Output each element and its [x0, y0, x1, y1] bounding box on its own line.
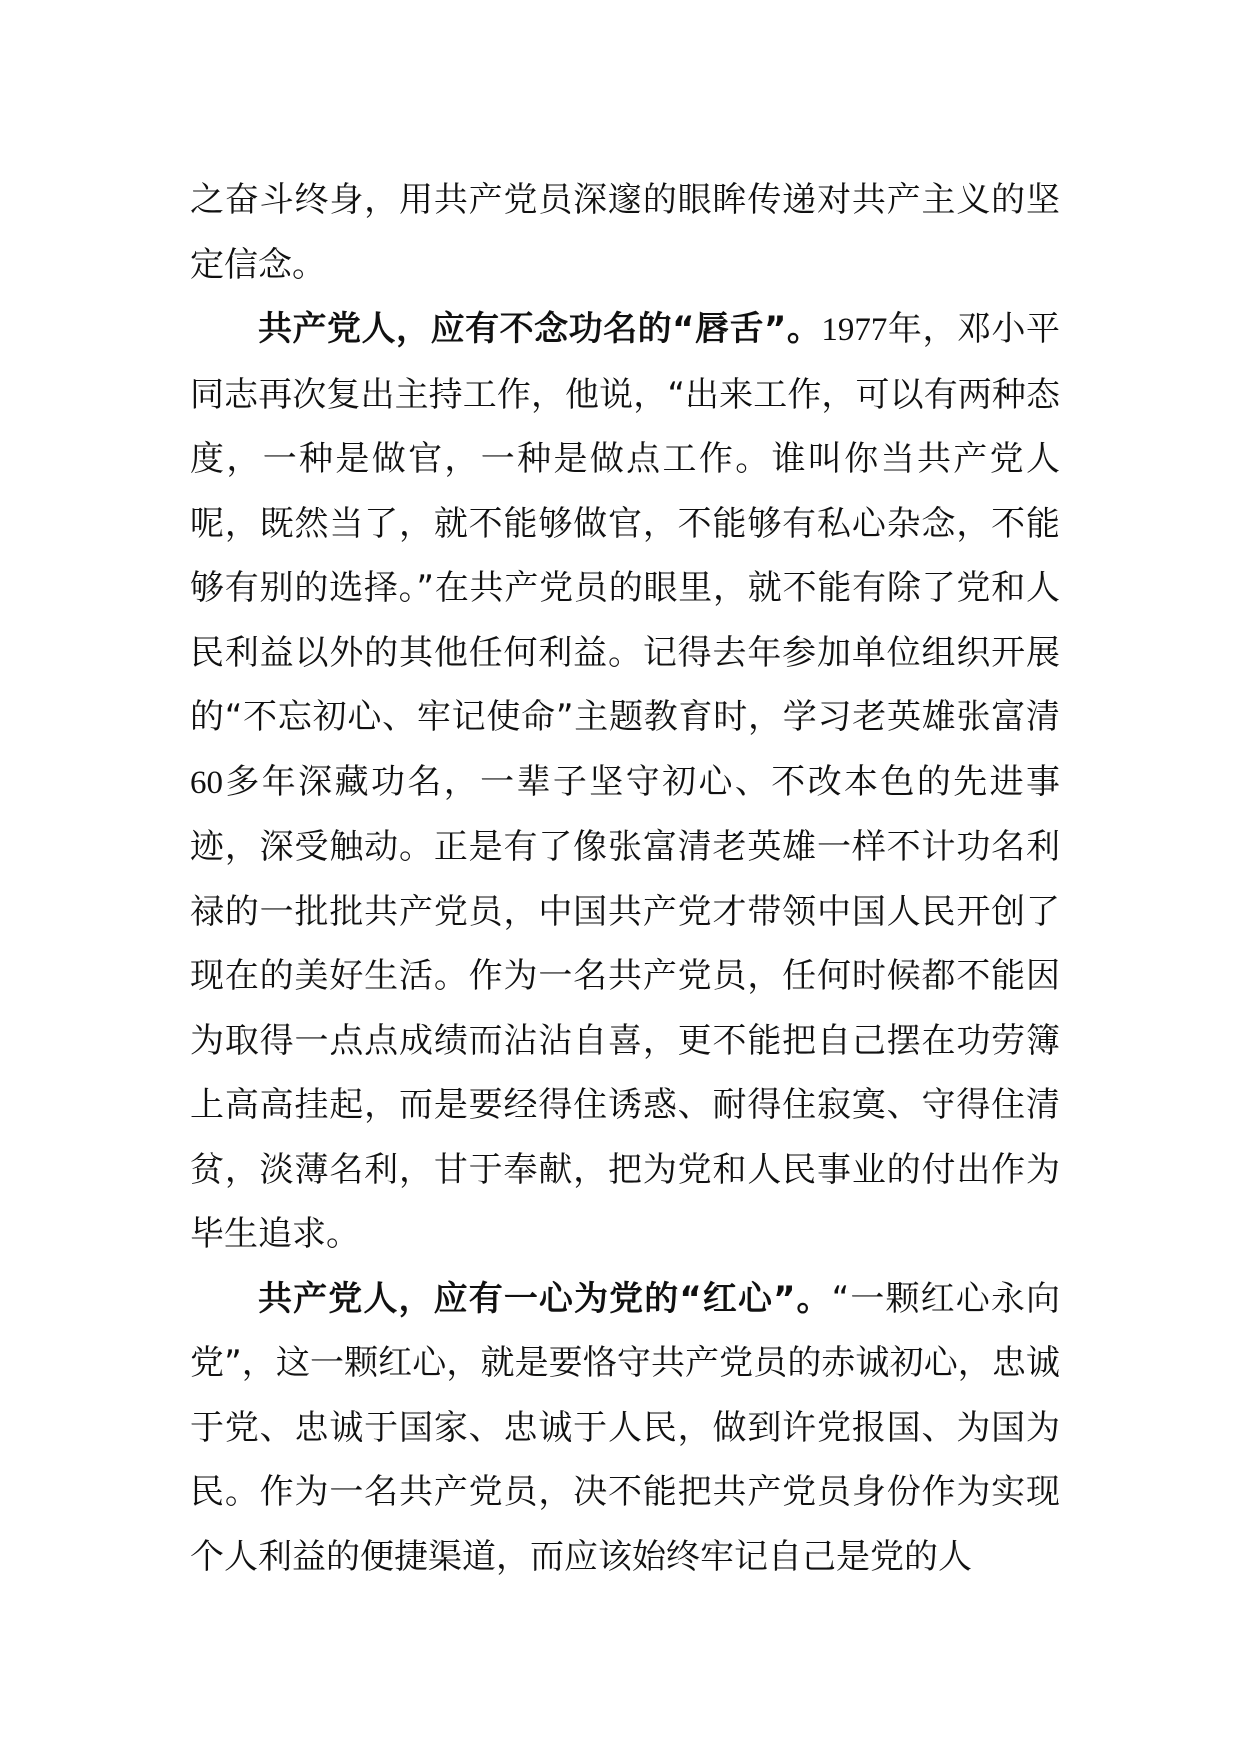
paragraph-2-heading: 共产党人，应有不念功名的“唇舌”。: [258, 309, 822, 349]
paragraph-1-text: 之奋斗终身，用共产党员深邃的眼眸传递对共产主义的坚定信念。: [190, 180, 1060, 285]
document-body: [190, 168, 1060, 1589]
paragraph-3: [190, 1267, 1060, 1590]
paragraph-2-number: 60: [190, 764, 223, 801]
paragraph-2-text-a: 年，邓小平同志再次复出主持工作，他说，“出来工作，可以有两种态度，一种是做官，一种是做点工作。谁叫你当共产党人呢，既然当了，就不能够做官，不能够有私心杂念，不能够有别的选择。”在共产党员的眼里，就不能有除了党和人民利益以外的其他任何利益。记得去年参加单位组织开展的“不忘初心、牢记使命”主题教育时，学习老英雄张富清: [190, 309, 1060, 737]
paragraph-1: [190, 168, 1060, 297]
paragraph-3-text: “一颗红心永向党”，这一颗红心，就是要恪守共产党员的赤诚初心，忠诚于党、忠诚于国家、忠诚于人民，做到许党报国、为国为民。作为一名共产党员，决不能把共产党员身份作为实现个人利益的便捷渠道，而应该始终牢记自己是党的人: [190, 1278, 1060, 1577]
paragraph-2-text-b: 多年深藏功名，一辈子坚守初心、不改本色的先进事迹，深受触动。正是有了像张富清老英雄一样不计功名利禄的一批批共产党员，中国共产党才带领中国人民开创了现在的美好生活。作为一名共产党员，任何时候都不能因为取得一点点成绩而沾沾自喜，更不能把自己摆在功劳簿上高高挂起，而是要经得住诱惑、耐得住寂寞、守得住清贫，淡薄名利，甘于奉献，把为党和人民事业的付出作为毕生追求。: [190, 761, 1060, 1254]
paragraph-3-heading: 共产党人，应有一心为党的“红心”。: [258, 1278, 832, 1319]
paragraph-2-year: 1977: [821, 312, 888, 348]
paragraph-2: [190, 297, 1060, 1267]
